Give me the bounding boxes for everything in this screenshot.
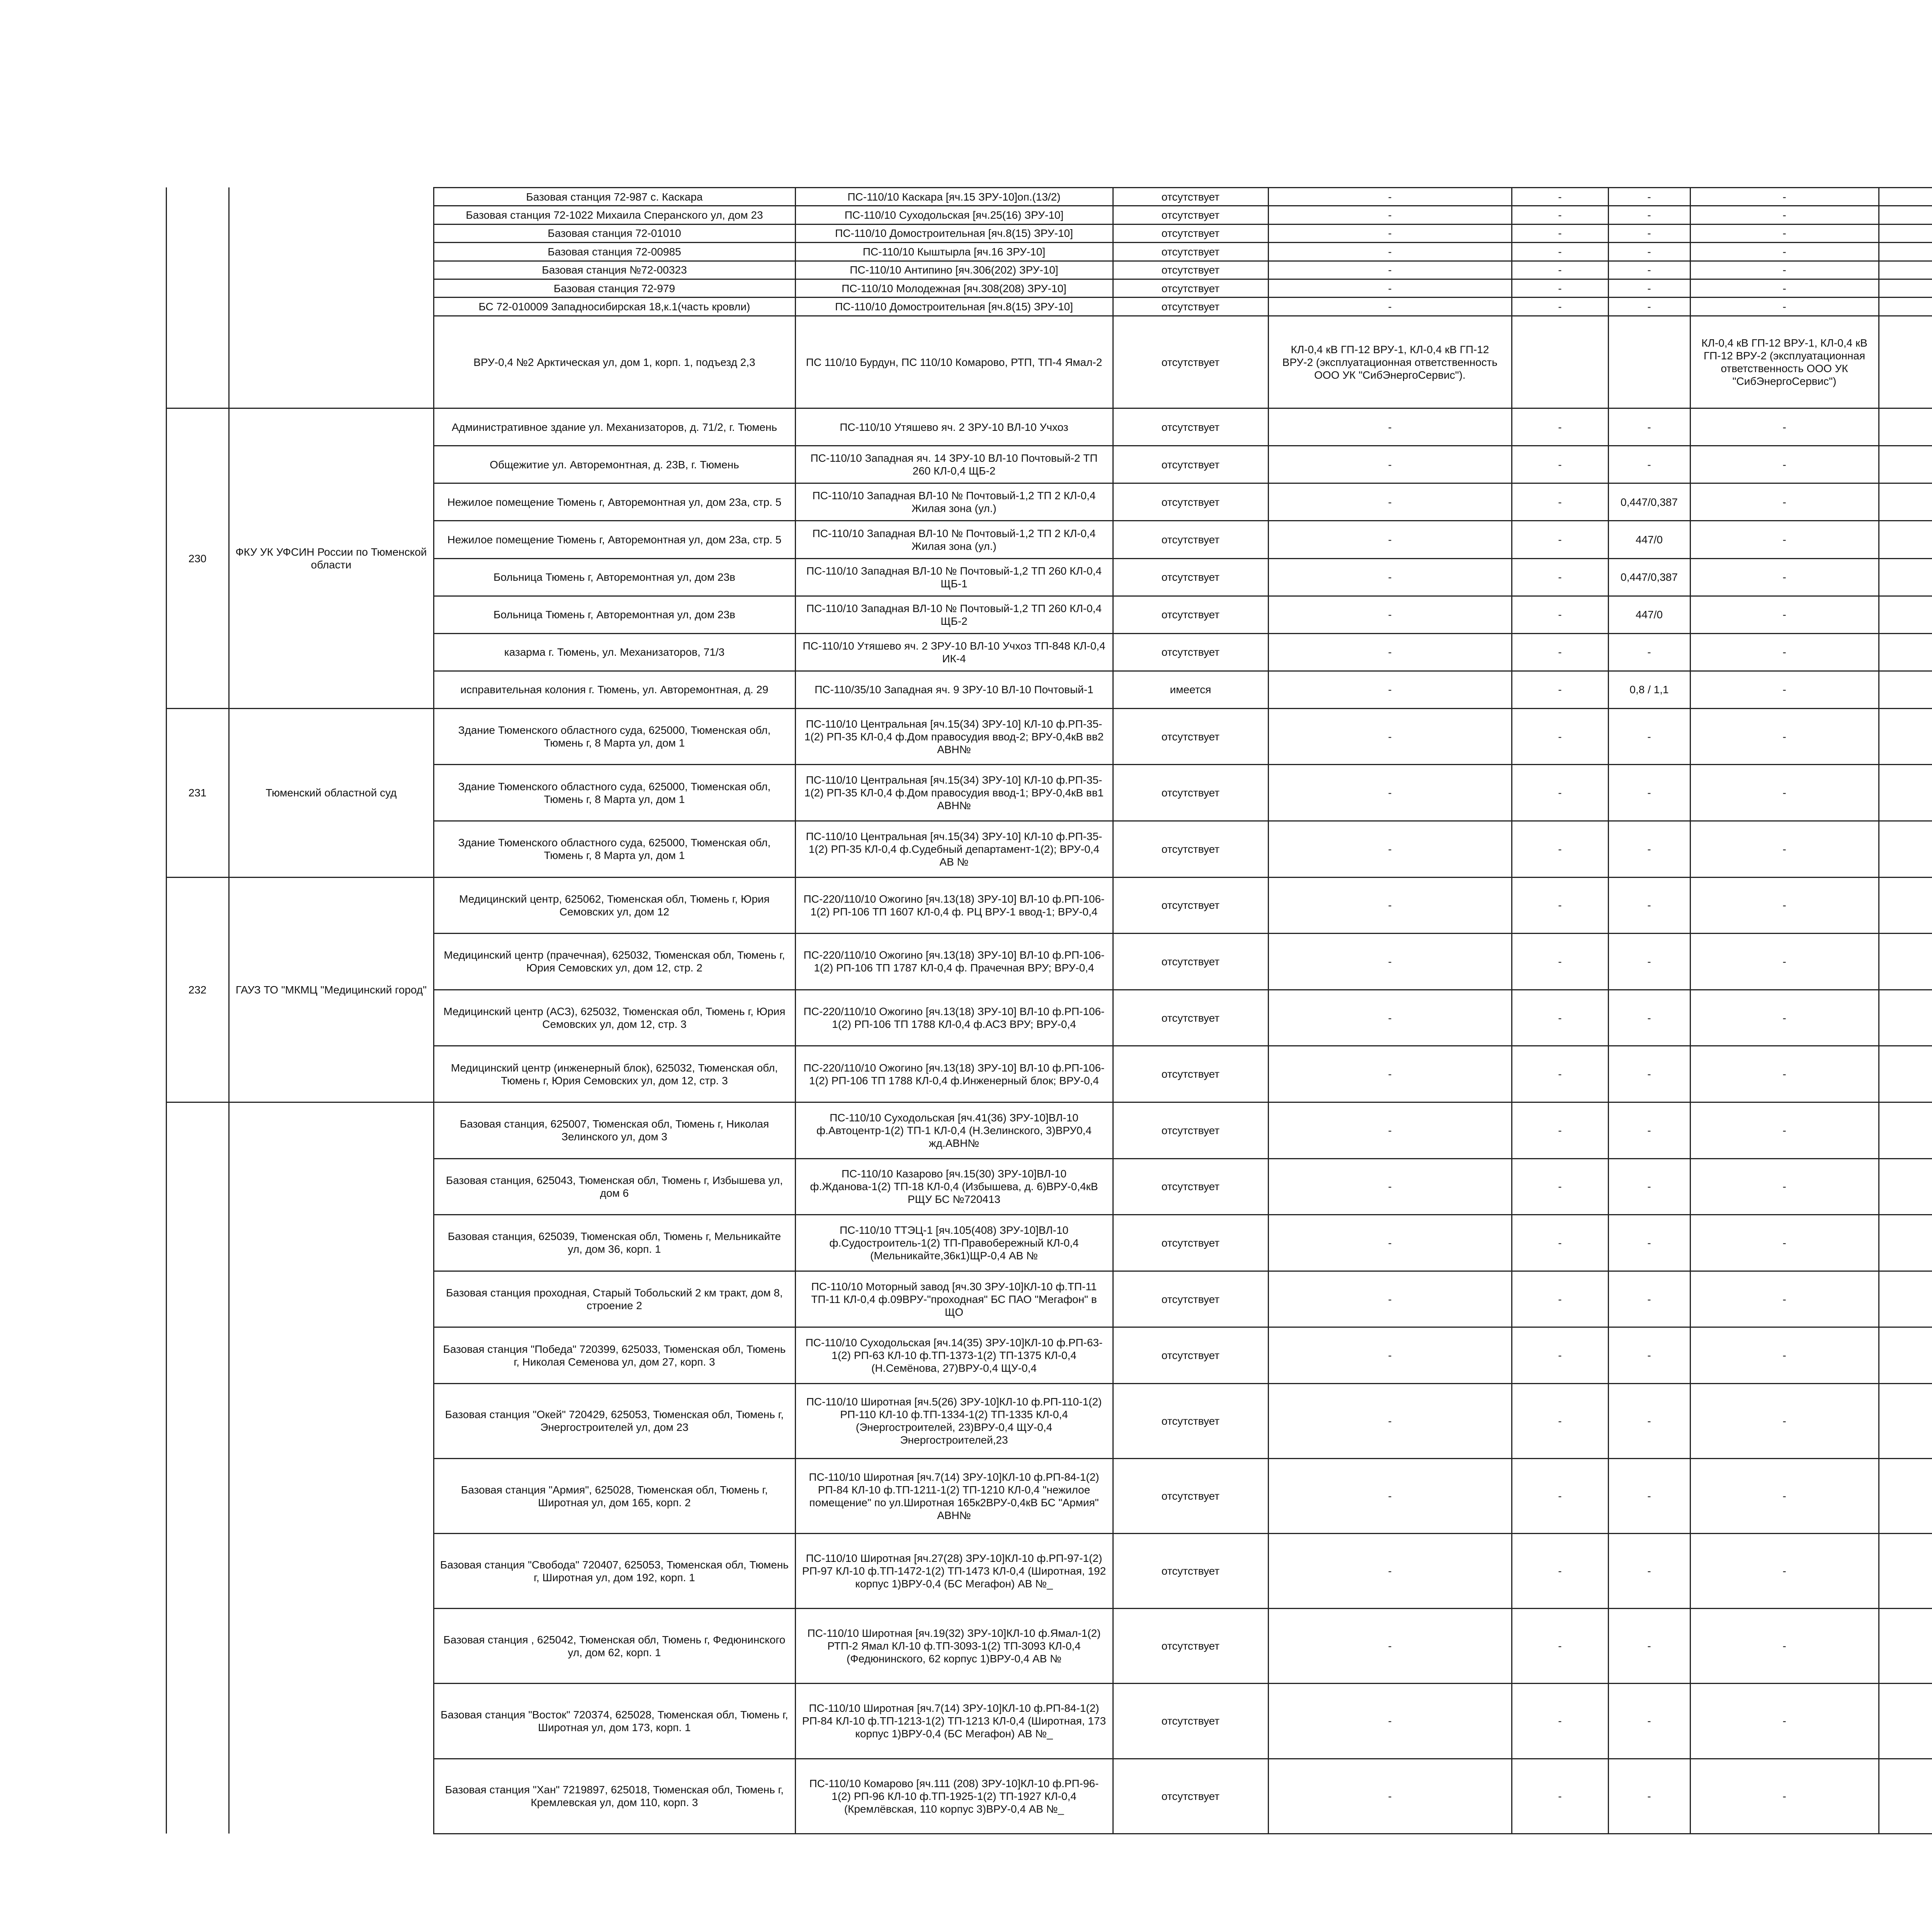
col6-cell: - [1608,298,1690,316]
col7-cell: - [1690,1102,1879,1158]
col7-cell: - [1690,187,1879,206]
col4-cell: - [1268,279,1512,298]
col8-cell [1879,558,1932,596]
group-consumer-cell: ФКУ УК УФСИН России по Тюменской области [229,408,434,709]
object-name-cell: Базовая станция "Армия", 625028, Тюменская обл, Тюмень г, Широтная ул, дом 165, корп. 2 [434,1459,795,1534]
status-cell: отсутствует [1113,1759,1268,1834]
object-name-cell: Здание Тюменского областного суда, 625000, Тюменская обл, Тюмень г, 8 Марта ул, дом 1 [434,765,795,821]
col4-cell: - [1268,224,1512,242]
status-cell: отсутствует [1113,990,1268,1046]
col4-cell: - [1268,1459,1512,1534]
col5-cell: - [1512,558,1608,596]
status-cell: отсутствует [1113,261,1268,279]
col7-cell: - [1690,596,1879,633]
group-number-cell: 232 [166,877,229,1102]
col4-cell: - [1268,596,1512,633]
status-cell: отсутствует [1113,1459,1268,1534]
col7-cell: - [1690,1327,1879,1384]
col8-cell [1879,708,1932,765]
supply-source-cell: ПС-110/10 Суходольская [яч.25(16) ЗРУ-10] [795,206,1113,224]
col4-cell: - [1268,408,1512,446]
supply-source-cell: ПС-220/110/10 Ожогино [яч.13(18) ЗРУ-10] ВЛ-10 ф.РП-106-1(2) РП-106 ТП 1787 КЛ-0,4 ф. Прачечная ВРУ; ВРУ-0,4 [795,934,1113,990]
supply-source-cell: ПС-110/10 ТТЭЦ-1 [яч.105(408) ЗРУ-10]ВЛ-10 ф.Судостроитель-1(2) ТП-Правобережный КЛ-0,4 (Мельникайте,36к1)ЩР-0,4 АВ № [795,1215,1113,1271]
group-consumer-cell: Тюменский областной суд [229,708,434,877]
group-consumer-cell: ГАУЗ ТО "МКМЦ "Медицинский город" [229,877,434,1102]
col4-cell: - [1268,990,1512,1046]
col4-cell: - [1268,446,1512,483]
col4-cell: - [1268,633,1512,671]
table-row [0,408,1932,446]
col4-cell: - [1268,708,1512,765]
left-margin [0,1102,166,1834]
col6-cell: - [1608,990,1690,1046]
col7-cell: - [1690,1046,1879,1102]
col7-cell: - [1690,1609,1879,1684]
supply-source-cell: ПС-110/10 Домостроительная [яч.8(15) ЗРУ-10] [795,298,1113,316]
object-name-cell: Базовая станция, 625039, Тюменская обл, Тюмень г, Мельникайте ул, дом 36, корп. 1 [434,1215,795,1271]
object-name-cell: Медицинский центр (прачечная), 625032, Тюменская обл, Тюмень г, Юрия Семовских ул, дом 12, стр. 2 [434,934,795,990]
object-name-cell: Базовая станция, 625007, Тюменская обл, Тюмень г, Николая Зелинского ул, дом 3 [434,1102,795,1158]
col8-cell [1879,521,1932,558]
col6-cell: 447/0 [1608,521,1690,558]
col4-cell: - [1268,187,1512,206]
col5-cell: - [1512,1383,1608,1458]
col6-cell: 0,447/0,387 [1608,483,1690,521]
object-name-cell: Базовая станция 72-00985 [434,243,795,261]
col7-cell: - [1690,765,1879,821]
object-name-cell: Общежитие ул. Авторемонтная, д. 23В, г. Тюмень [434,446,795,483]
col8-cell [1879,206,1932,224]
col6-cell: - [1608,1327,1690,1384]
supply-source-cell: ПС-110/10 Широтная [яч.19(32) ЗРУ-10]КЛ-10 ф.Ямал-1(2) РТП-2 Ямал КЛ-10 ф.ТП-3093-1(2) ТП-3093 КЛ-0,4 (Федюнинского, 62 корпус 1)ВРУ-0,4 АВ № [795,1609,1113,1684]
col8-cell [1879,316,1932,408]
object-name-cell: Базовая станция "Восток" 720374, 625028, Тюменская обл, Тюмень г, Широтная ул, дом 173, корп. 1 [434,1684,795,1759]
supply-source-cell: ПС 110/10 Бурдун, ПС 110/10 Комарово, РТП, ТП-4 Ямал-2 [795,316,1113,408]
table-row [0,1102,1932,1158]
col4-cell: - [1268,1684,1512,1759]
supply-source-cell: ПС-220/110/10 Ожогино [яч.13(18) ЗРУ-10] ВЛ-10 ф.РП-106-1(2) РП-106 ТП 1607 КЛ-0,4 ф. РЦ ВРУ-1 ввод-1; ВРУ-0,4 [795,877,1113,934]
col6-cell: - [1608,934,1690,990]
status-cell: отсутствует [1113,821,1268,877]
supply-source-cell: ПС-110/10 Широтная [яч.7(14) ЗРУ-10]КЛ-10 ф.РП-84-1(2) РП-84 КЛ-10 ф.ТП-1213-1(2) ТП-1213 КЛ-0,4 (Широтная, 173 корпус 1)ВРУ-0,4 (БС Мегафон) АВ №_ [795,1684,1113,1759]
col6-cell: - [1608,187,1690,206]
col6-cell: 0,447/0,387 [1608,558,1690,596]
col8-cell [1879,1102,1932,1158]
col8-cell [1879,1459,1932,1534]
object-name-cell: Больница Тюмень г, Авторемонтная ул, дом 23в [434,558,795,596]
col4-cell: - [1268,521,1512,558]
col8-cell [1879,243,1932,261]
status-cell: отсутствует [1113,1684,1268,1759]
supply-source-cell: ПС-110/10 Моторный завод [яч.30 ЗРУ-10]КЛ-10 ф.ТП-11 ТП-11 КЛ-0,4 ф.09ВРУ-"проходная" БС ПАО "Мегафон" в ЩО [795,1271,1113,1327]
col7-cell: - [1690,483,1879,521]
group-number-cell: 231 [166,708,229,877]
left-margin [0,877,166,1102]
col8-cell [1879,1609,1932,1684]
supply-source-cell: ПС-110/10 Кыштырла [яч.16 ЗРУ-10] [795,243,1113,261]
col4-cell: - [1268,877,1512,934]
supply-source-cell: ПС-110/10 Казарово [яч.15(30) ЗРУ-10]ВЛ-10 ф.Жданова-1(2) ТП-18 КЛ-0,4 (Избышева, д. 6)ВРУ-0,4кВ РЩУ БС №720413 [795,1158,1113,1215]
status-cell: отсутствует [1113,765,1268,821]
col5-cell: - [1512,1215,1608,1271]
number-cell [166,1102,229,1834]
col7-cell: - [1690,671,1879,708]
col5-cell: - [1512,1046,1608,1102]
supply-source-cell: ПС-220/110/10 Ожогино [яч.13(18) ЗРУ-10] ВЛ-10 ф.РП-106-1(2) РП-106 ТП 1788 КЛ-0,4 ф.АСЗ ВРУ; ВРУ-0,4 [795,990,1113,1046]
supply-source-cell: ПС-110/10 Западная ВЛ-10 № Почтовый-1,2 ТП 2 КЛ-0,4 Жилая зона (ул.) [795,483,1113,521]
col4-cell: - [1268,206,1512,224]
supply-source-cell: ПС-110/10 Западная ВЛ-10 № Почтовый-1,2 ТП 2 КЛ-0,4 Жилая зона (ул.) [795,521,1113,558]
status-cell: отсутствует [1113,279,1268,298]
object-name-cell: Здание Тюменского областного суда, 625000, Тюменская обл, Тюмень г, 8 Марта ул, дом 1 [434,821,795,877]
col7-cell: - [1690,298,1879,316]
object-name-cell: Базовая станция проходная, Старый Тобольский 2 км тракт, дом 8, строение 2 [434,1271,795,1327]
col6-cell: 447/0 [1608,596,1690,633]
status-cell: отсутствует [1113,1534,1268,1609]
col5-cell: - [1512,1102,1608,1158]
col6-cell [1608,316,1690,408]
col6-cell: - [1608,1609,1690,1684]
col8-cell [1879,990,1932,1046]
col5-cell: - [1512,1158,1608,1215]
status-cell: отсутствует [1113,206,1268,224]
table-row [0,708,1932,765]
col7-cell: - [1690,1215,1879,1271]
col6-cell: - [1608,224,1690,242]
col5-cell: - [1512,765,1608,821]
col8-cell [1879,446,1932,483]
object-name-cell: Нежилое помещение Тюмень г, Авторемонтная ул, дом 23а, стр. 5 [434,521,795,558]
col7-cell: - [1690,821,1879,877]
supply-source-cell: ПС-110/10 Широтная [яч.7(14) ЗРУ-10]КЛ-10 ф.РП-84-1(2) РП-84 КЛ-10 ф.ТП-1211-1(2) ТП-1210 КЛ-0,4 "нежилое помещение" по ул.Широтная 165к2ВРУ-0,4кВ БС "Армия" АВН№ [795,1459,1113,1534]
status-cell: отсутствует [1113,708,1268,765]
object-name-cell: Нежилое помещение Тюмень г, Авторемонтная ул, дом 23а, стр. 5 [434,483,795,521]
supply-source-cell: ПС-110/10 Широтная [яч.5(26) ЗРУ-10]КЛ-10 ф.РП-110-1(2) РП-110 КЛ-10 ф.ТП-1334-1(2) ТП-1335 КЛ-0,4 (Энергостроителей, 23)ВРУ-0,4 ЩУ-0,4 Энергостроителей,23 [795,1383,1113,1458]
status-cell: отсутствует [1113,877,1268,934]
col5-cell: - [1512,224,1608,242]
col4-cell: - [1268,558,1512,596]
col5-cell: - [1512,408,1608,446]
col7-cell: - [1690,1534,1879,1609]
supply-source-cell: ПС-110/35/10 Западная яч. 9 ЗРУ-10 ВЛ-10 Почтовый-1 [795,671,1113,708]
col4-cell: - [1268,821,1512,877]
col7-cell: - [1690,521,1879,558]
status-cell: отсутствует [1113,1215,1268,1271]
col5-cell: - [1512,298,1608,316]
supply-source-cell: ПС-110/10 Широтная [яч.27(28) ЗРУ-10]КЛ-10 ф.РП-97-1(2) РП-97 КЛ-10 ф.ТП-1472-1(2) ТП-1473 КЛ-0,4 (Широтная, 192 корпус 1)ВРУ-0,4 (БС Мегафон) АВ №_ [795,1534,1113,1609]
col4-cell: - [1268,483,1512,521]
col5-cell: - [1512,596,1608,633]
supply-source-cell: ПС-110/10 Западная яч. 14 ЗРУ-10 ВЛ-10 Почтовый-2 ТП 260 КЛ-0,4 ЩБ-2 [795,446,1113,483]
col6-cell: 0,8 / 1,1 [1608,671,1690,708]
col6-cell: - [1608,1684,1690,1759]
col7-cell: - [1690,990,1879,1046]
col4-cell: - [1268,1534,1512,1609]
col4-cell: - [1268,1271,1512,1327]
col4-cell: - [1268,298,1512,316]
col4-cell: - [1268,1102,1512,1158]
col7-cell: - [1690,1459,1879,1534]
number-cell [166,187,229,408]
col4-cell: КЛ-0,4 кВ ГП-12 ВРУ-1, КЛ-0,4 кВ ГП-12 ВРУ-2 (эксплуатационная ответственность ООО УК "СибЭнергоСервис"). [1268,316,1512,408]
object-name-cell: БС 72-010009 Западносибирская 18,к.1(часть кровли) [434,298,795,316]
consumer-cell [229,187,434,408]
status-cell: отсутствует [1113,446,1268,483]
col8-cell [1879,298,1932,316]
object-name-cell: Медицинский центр (инженерный блок), 625032, Тюменская обл, Тюмень г, Юрия Семовских ул, дом 12, стр. 3 [434,1046,795,1102]
col7-cell: - [1690,633,1879,671]
col5-cell: - [1512,877,1608,934]
col6-cell: - [1608,1102,1690,1158]
status-cell: отсутствует [1113,1158,1268,1215]
col7-cell: - [1690,877,1879,934]
object-name-cell: Базовая станция №72-00323 [434,261,795,279]
status-cell: отсутствует [1113,224,1268,242]
col7-cell: - [1690,279,1879,298]
supply-source-cell: ПС-110/10 Центральная [яч.15(34) ЗРУ-10] КЛ-10 ф.РП-35-1(2) РП-35 КЛ-0,4 ф.Дом правосудия ввод-1; ВРУ-0,4кВ вв1 АВН№ [795,765,1113,821]
col7-cell: - [1690,934,1879,990]
col6-cell: - [1608,243,1690,261]
status-cell: отсутствует [1113,1271,1268,1327]
col4-cell: - [1268,261,1512,279]
col7-cell: - [1690,1383,1879,1458]
col8-cell [1879,279,1932,298]
col8-cell [1879,1046,1932,1102]
col5-cell: - [1512,243,1608,261]
col5-cell: - [1512,261,1608,279]
col5-cell: - [1512,1759,1608,1834]
col5-cell: - [1512,1609,1608,1684]
col7-cell: - [1690,1158,1879,1215]
col8-cell [1879,765,1932,821]
consumer-cell [229,1102,434,1834]
supply-source-cell: ПС-110/10 Суходольская [яч.41(36) ЗРУ-10]ВЛ-10 ф.Автоцентр-1(2) ТП-1 КЛ-0,4 (Н.Зелинского, 3)ВРУ0,4 жд.АВН№ [795,1102,1113,1158]
object-name-cell: Базовая станция "Окей" 720429, 625053, Тюменская обл, Тюмень г, Энергостроителей ул, дом 23 [434,1383,795,1458]
col5-cell: - [1512,1534,1608,1609]
status-cell: отсутствует [1113,1383,1268,1458]
status-cell: отсутствует [1113,1046,1268,1102]
table-row [0,187,1932,206]
col7-cell: - [1690,243,1879,261]
col8-cell [1879,187,1932,206]
col7-cell: - [1690,224,1879,242]
col5-cell: - [1512,521,1608,558]
col8-cell [1879,671,1932,708]
col5-cell: - [1512,187,1608,206]
col8-cell [1879,261,1932,279]
col4-cell: - [1268,765,1512,821]
supply-source-cell: ПС-110/10 Утяшево яч. 2 ЗРУ-10 ВЛ-10 Учхоз ТП-848 КЛ-0,4 ИК-4 [795,633,1113,671]
col4-cell: - [1268,671,1512,708]
status-cell: отсутствует [1113,521,1268,558]
col4-cell: - [1268,1046,1512,1102]
object-name-cell: Медицинский центр (АСЗ), 625032, Тюменская обл, Тюмень г, Юрия Семовских ул, дом 12, стр. 3 [434,990,795,1046]
col7-cell: - [1690,708,1879,765]
status-cell: отсутствует [1113,558,1268,596]
status-cell: отсутствует [1113,596,1268,633]
col5-cell: - [1512,483,1608,521]
status-cell: отсутствует [1113,1327,1268,1384]
object-name-cell: Базовая станция "Победа" 720399, 625033, Тюменская обл, Тюмень г, Николая Семенова ул, дом 27, корп. 3 [434,1327,795,1384]
object-name-cell: Здание Тюменского областного суда, 625000, Тюменская обл, Тюмень г, 8 Марта ул, дом 1 [434,708,795,765]
col7-cell: - [1690,206,1879,224]
col4-cell: - [1268,243,1512,261]
col8-cell [1879,483,1932,521]
top-margin [0,0,1932,187]
left-margin [0,187,166,408]
col5-cell: - [1512,934,1608,990]
col8-cell [1879,408,1932,446]
supply-source-cell: ПС-110/10 Молодежная [яч.308(208) ЗРУ-10] [795,279,1113,298]
status-cell: отсутствует [1113,298,1268,316]
col4-cell: - [1268,1327,1512,1384]
col6-cell: - [1608,1158,1690,1215]
col6-cell: - [1608,279,1690,298]
status-cell: отсутствует [1113,483,1268,521]
col5-cell: - [1512,1684,1608,1759]
status-cell: отсутствует [1113,1102,1268,1158]
col6-cell: - [1608,877,1690,934]
col5-cell: - [1512,206,1608,224]
object-name-cell: казарма г. Тюмень, ул. Механизаторов, 71/3 [434,633,795,671]
col6-cell: - [1608,1383,1690,1458]
col5-cell: - [1512,821,1608,877]
col8-cell [1879,596,1932,633]
col6-cell: - [1608,1215,1690,1271]
object-name-cell: Базовая станция 72-01010 [434,224,795,242]
col8-cell [1879,1158,1932,1215]
supply-source-cell: ПС-110/10 Центральная [яч.15(34) ЗРУ-10] КЛ-10 ф.РП-35-1(2) РП-35 КЛ-0,4 ф.Дом правосудия ввод-2; ВРУ-0,4кВ вв2 АВН№ [795,708,1113,765]
col6-cell: - [1608,1534,1690,1609]
supply-source-cell: ПС-220/110/10 Ожогино [яч.13(18) ЗРУ-10] ВЛ-10 ф.РП-106-1(2) РП-106 ТП 1788 КЛ-0,4 ф.Инженерный блок; ВРУ-0,4 [795,1046,1113,1102]
col5-cell: - [1512,279,1608,298]
col7-cell: КЛ-0,4 кВ ГП-12 ВРУ-1, КЛ-0,4 кВ ГП-12 ВРУ-2 (эксплуатационная ответственность ООО УК "СибЭнергоСервис") [1690,316,1879,408]
col8-cell [1879,877,1932,934]
supply-source-cell: ПС-110/10 Каскара [яч.15 ЗРУ-10]оп.(13/2) [795,187,1113,206]
col8-cell [1879,1534,1932,1609]
col5-cell: - [1512,708,1608,765]
col6-cell: - [1608,446,1690,483]
col6-cell: - [1608,633,1690,671]
col6-cell: - [1608,821,1690,877]
object-name-cell: Базовая станция 72-979 [434,279,795,298]
col7-cell: - [1690,446,1879,483]
object-name-cell: Базовая станция 72-987 с. Каскара [434,187,795,206]
status-cell: имеется [1113,671,1268,708]
col8-cell [1879,633,1932,671]
col6-cell: - [1608,1271,1690,1327]
col8-cell [1879,1684,1932,1759]
col8-cell [1879,1759,1932,1834]
col4-cell: - [1268,1215,1512,1271]
col6-cell: - [1608,1459,1690,1534]
col4-cell: - [1268,934,1512,990]
col4-cell: - [1268,1759,1512,1834]
col8-cell [1879,1327,1932,1384]
col6-cell: - [1608,1759,1690,1834]
col8-cell [1879,1215,1932,1271]
status-cell: отсутствует [1113,408,1268,446]
col8-cell [1879,934,1932,990]
object-name-cell: исправительная колония г. Тюмень, ул. Авторемонтная, д. 29 [434,671,795,708]
supply-source-cell: ПС-110/10 Западная ВЛ-10 № Почтовый-1,2 ТП 260 КЛ-0,4 ЩБ-1 [795,558,1113,596]
object-name-cell: Административное здание ул. Механизаторов, д. 71/2, г. Тюмень [434,408,795,446]
status-cell: отсутствует [1113,1609,1268,1684]
supply-source-cell: ПС-110/10 Комарово [яч.111 (208) ЗРУ-10]КЛ-10 ф.РП-96-1(2) РП-96 КЛ-10 ф.ТП-1925-1(2) ТП-1927 КЛ-0,4 (Кремлёвская, 110 корпус 3)ВРУ-0,4 АВ №_ [795,1759,1113,1834]
col5-cell: - [1512,990,1608,1046]
col6-cell: - [1608,1046,1690,1102]
col4-cell: - [1268,1609,1512,1684]
col6-cell: - [1608,261,1690,279]
left-margin [0,408,166,709]
col5-cell: - [1512,446,1608,483]
col6-cell: - [1608,708,1690,765]
col5-cell: - [1512,1459,1608,1534]
col8-cell [1879,1383,1932,1458]
col7-cell: - [1690,1271,1879,1327]
col5-cell: - [1512,633,1608,671]
col7-cell: - [1690,1684,1879,1759]
col6-cell: - [1608,206,1690,224]
supply-source-cell: ПС-110/10 Суходольская [яч.14(35) ЗРУ-10]КЛ-10 ф.РП-63-1(2) РП-63 КЛ-10 ф.ТП-1373-1(2) ТП-1375 КЛ-0,4 (Н.Семёнова, 27)ВРУ-0,4 ЩУ-0,4 [795,1327,1113,1384]
col7-cell: - [1690,408,1879,446]
table-row [0,877,1932,934]
col8-cell [1879,224,1932,242]
col6-cell: - [1608,408,1690,446]
col7-cell: - [1690,261,1879,279]
col8-cell [1879,1271,1932,1327]
left-margin [0,708,166,877]
status-cell: отсутствует [1113,934,1268,990]
supply-source-cell: ПС-110/10 Домостроительная [яч.8(15) ЗРУ-10] [795,224,1113,242]
supply-source-cell: ПС-110/10 Западная ВЛ-10 № Почтовый-1,2 ТП 260 КЛ-0,4 ЩБ-2 [795,596,1113,633]
col5-cell [1512,316,1608,408]
supply-source-cell: ПС-110/10 Утяшево яч. 2 ЗРУ-10 ВЛ-10 Учхоз [795,408,1113,446]
group-number-cell: 230 [166,408,229,709]
object-name-cell: Больница Тюмень г, Авторемонтная ул, дом 23в [434,596,795,633]
status-cell: отсутствует [1113,243,1268,261]
col8-cell [1879,821,1932,877]
supply-source-cell: ПС-110/10 Центральная [яч.15(34) ЗРУ-10] КЛ-10 ф.РП-35-1(2) РП-35 КЛ-0,4 ф.Судебный департамент-1(2); ВРУ-0,4 АВ № [795,821,1113,877]
object-name-cell: Базовая станция "Свобода" 720407, 625053, Тюменская обл, Тюмень г, Широтная ул, дом 192, корп. 1 [434,1534,795,1609]
object-name-cell: Медицинский центр, 625062, Тюменская обл, Тюмень г, Юрия Семовских ул, дом 12 [434,877,795,934]
col7-cell: - [1690,1759,1879,1834]
object-name-cell: Базовая станция , 625042, Тюменская обл, Тюмень г, Федюнинского ул, дом 62, корп. 1 [434,1609,795,1684]
col4-cell: - [1268,1158,1512,1215]
col6-cell: - [1608,765,1690,821]
status-cell: отсутствует [1113,187,1268,206]
col4-cell: - [1268,1383,1512,1458]
object-name-cell: ВРУ-0,4 №2 Арктическая ул, дом 1, корп. 1, подъезд 2,3 [434,316,795,408]
col5-cell: - [1512,1327,1608,1384]
object-name-cell: Базовая станция "Хан" 7219897, 625018, Тюменская обл, Тюмень г, Кремлевская ул, дом 110, корп. 3 [434,1759,795,1834]
col7-cell: - [1690,558,1879,596]
object-name-cell: Базовая станция 72-1022 Михаила Сперанского ул, дом 23 [434,206,795,224]
col5-cell: - [1512,1271,1608,1327]
col5-cell: - [1512,671,1608,708]
status-cell: отсутствует [1113,316,1268,408]
status-cell: отсутствует [1113,633,1268,671]
bottom-margin [0,1834,1932,1917]
supply-source-cell: ПС-110/10 Антипино [яч.306(202) ЗРУ-10] [795,261,1113,279]
object-name-cell: Базовая станция, 625043, Тюменская обл, Тюмень г, Избышева ул, дом 6 [434,1158,795,1215]
